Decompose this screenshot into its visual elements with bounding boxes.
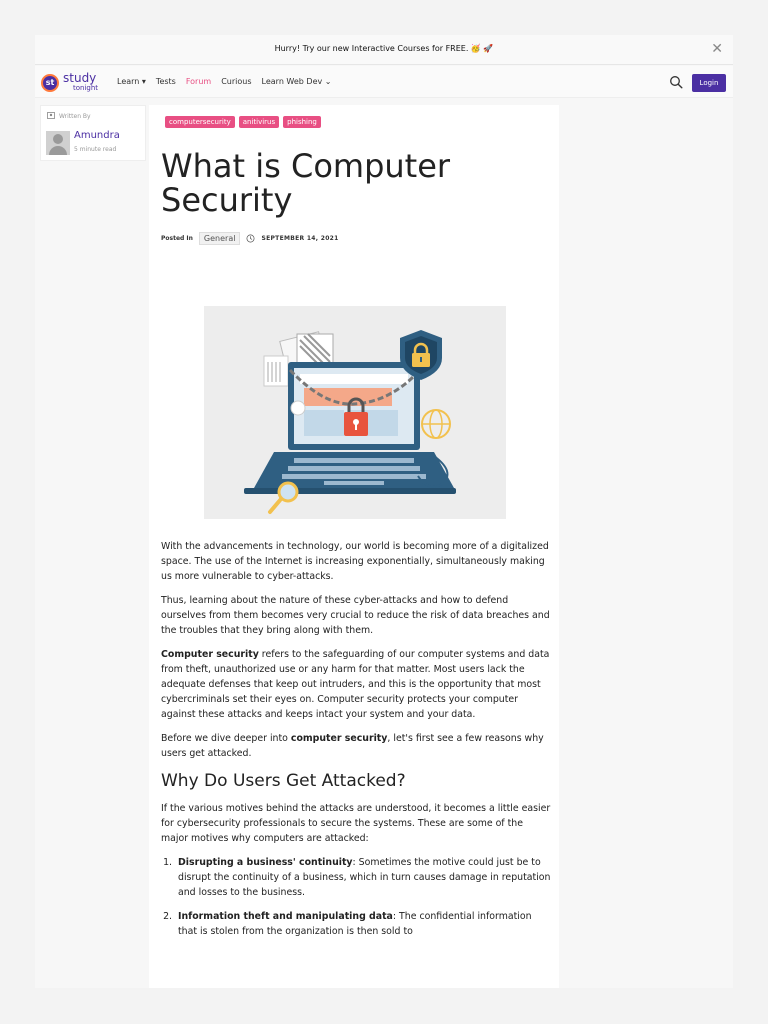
post-date: SEPTEMBER 14, 2021 xyxy=(261,235,339,242)
tag[interactable]: phishing xyxy=(283,116,321,128)
bold-term: Computer security xyxy=(161,649,259,660)
category-badge[interactable]: General xyxy=(199,232,241,245)
top-nav xyxy=(35,66,733,98)
nav-item-learn-web-dev[interactable]: Learn Web Dev ⌄ xyxy=(261,77,332,86)
logo-badge xyxy=(41,74,59,92)
section-heading: Why Do Users Get Attacked? xyxy=(161,771,406,791)
tag-list xyxy=(165,116,321,128)
article-body xyxy=(161,539,553,948)
logo-badge-text: st xyxy=(45,78,55,87)
promo-text[interactable]: Hurry! Try our new Interactive Courses for FREE. 🥳 🚀 xyxy=(274,44,494,53)
login-button[interactable]: Login xyxy=(692,74,726,92)
paragraph-text: refers to the safeguarding of our computer systems and data from theft, unauthorized use or any harm for that matter. Most users lack the adequate defenses that keep out intruders, and this is the opportunity that most cybercriminals set their eyes on. Computer security protects your computer against these attacks and keeps intact your system and your data. xyxy=(161,649,550,720)
paragraph: Thus, learning about the nature of these cyber-attacks and how to defend ourselves from them becomes very crucial to reduce the risk of data breaches and the troubles that they bring along with them. xyxy=(161,595,550,636)
list-item-title: Information theft and manipulating data xyxy=(178,911,393,922)
list-item-title: Disrupting a business' continuity xyxy=(178,857,353,868)
motives-list xyxy=(175,855,553,939)
author-card xyxy=(40,105,146,161)
nav-item-forum[interactable]: Forum xyxy=(185,77,212,86)
search-icon[interactable] xyxy=(669,75,683,89)
list-item-text: : Sometimes the motive could just be to disrupt the continuity of a business, which in turn causes damage in reputation and losses to the business. xyxy=(178,857,551,898)
logo[interactable] xyxy=(41,72,121,94)
paragraph: If the various motives behind the attacks are understood, it becomes a little easier for cybersecurity professionals to secure the systems. These are some of the major motives why computers are attacked: xyxy=(161,803,551,844)
page xyxy=(35,35,733,988)
logo-study-text: study xyxy=(63,71,97,85)
clock-icon xyxy=(246,234,255,243)
user-icon xyxy=(47,112,55,119)
close-icon[interactable]: ✕ xyxy=(711,41,723,57)
paragraph xyxy=(161,647,553,722)
posted-in-label: Posted In xyxy=(161,235,193,242)
paragraph: With the advancements in technology, our world is becoming more of a digitalized space. The use of the Internet is increasing exponentially, simultaneously making us more vulnerable to cyber-attacks. xyxy=(161,541,549,582)
article xyxy=(149,105,559,988)
logo-tonight-text: tonight xyxy=(73,84,99,92)
list-item xyxy=(175,909,553,939)
page-title: What is Computer Security xyxy=(161,147,451,219)
nav-item-tests[interactable]: Tests xyxy=(155,77,176,86)
paragraph-text: Before we dive deeper into xyxy=(161,733,291,744)
nav-item-curious[interactable]: Curious xyxy=(221,77,252,86)
avatar[interactable] xyxy=(46,131,70,155)
promo-banner xyxy=(35,35,733,65)
post-meta xyxy=(161,232,339,245)
hero-illustration xyxy=(204,306,506,519)
nav-menu xyxy=(117,77,331,86)
written-by-label: Written By xyxy=(59,113,91,120)
bold-term: computer security xyxy=(290,733,388,744)
tag[interactable]: anitivirus xyxy=(239,116,279,128)
written-by xyxy=(47,112,91,120)
computer-security-illustration xyxy=(204,306,506,519)
list-item-text: : The confidential information that is stolen from the organization is then sold to xyxy=(178,911,532,937)
nav-item-learn[interactable]: Learn ▾ xyxy=(117,77,146,86)
author-name[interactable]: Amundra xyxy=(74,130,120,141)
paragraph-text: , let's first see a few reasons why users get attacked. xyxy=(161,733,544,759)
paragraph xyxy=(161,731,553,761)
read-time: 5 minute read xyxy=(74,146,117,153)
globe-graphic xyxy=(422,410,450,438)
tag[interactable]: computersecurity xyxy=(165,116,235,128)
list-item xyxy=(175,855,553,900)
